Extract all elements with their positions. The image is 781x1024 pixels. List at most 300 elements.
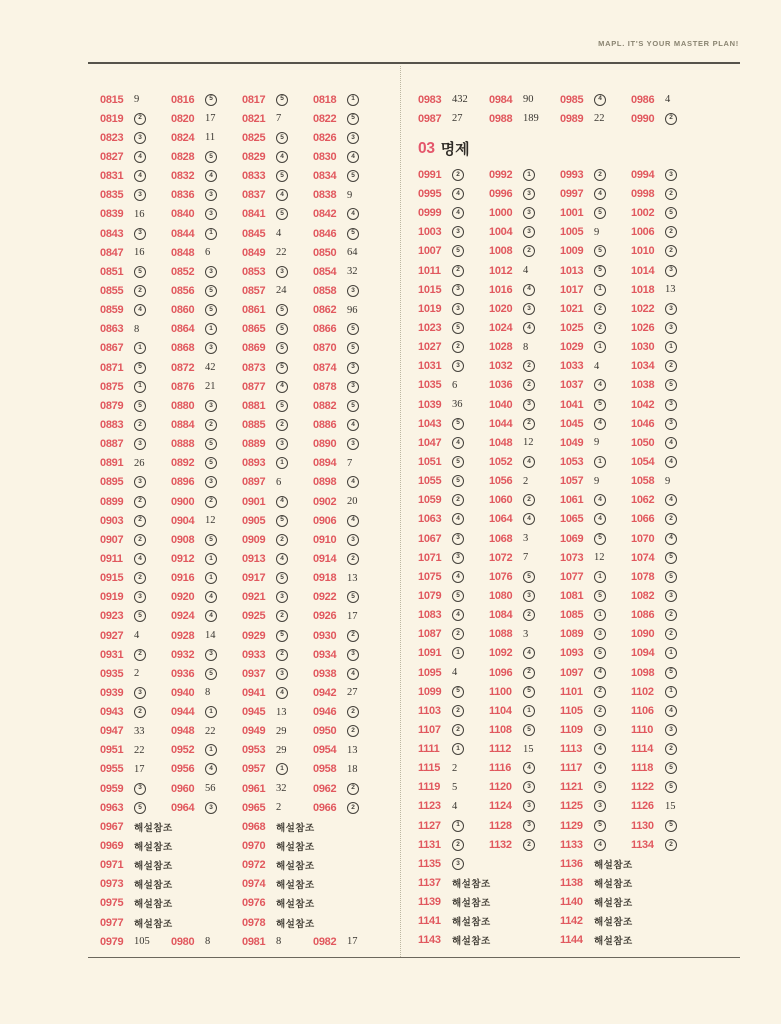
question-number: 0917: [242, 572, 266, 585]
answer-value: [276, 457, 313, 469]
question-number: 1076: [489, 570, 513, 583]
answer-value: [665, 494, 702, 506]
question-number: 1083: [418, 609, 442, 622]
answer-value: [347, 94, 384, 106]
answer-value: 16: [134, 208, 145, 220]
answer-value: 64: [347, 247, 358, 259]
answer-row: [418, 893, 710, 912]
circled-answer: 3: [594, 628, 606, 640]
circled-answer: 3: [347, 362, 359, 374]
answer-value: [594, 418, 631, 430]
answer-value: [347, 706, 384, 718]
answer-row: [100, 607, 392, 626]
circled-answer: 2: [134, 419, 146, 431]
answer-value: 해설참조: [594, 898, 633, 910]
circled-answer: 4: [276, 189, 288, 201]
answer-value: [452, 226, 489, 238]
answer-value: [205, 342, 242, 354]
answer-row: [418, 452, 710, 471]
question-number: 1107: [418, 723, 441, 736]
answer-value: [134, 170, 171, 182]
question-number: 1129: [560, 819, 583, 832]
question-number: 0906: [313, 514, 337, 527]
circled-answer: 2: [594, 303, 606, 315]
question-number: 1091: [418, 647, 442, 660]
answer-value: [276, 572, 313, 584]
answer-value: [347, 668, 384, 680]
question-number: 1022: [631, 302, 655, 315]
question-number: 0976: [242, 897, 266, 910]
answer-row: [418, 395, 710, 414]
question-number: 0937: [242, 667, 266, 680]
question-number: 0918: [313, 572, 337, 585]
circled-answer: 3: [665, 418, 677, 430]
circled-answer: 2: [523, 379, 535, 391]
question-number: 1080: [489, 589, 513, 602]
circled-answer: 2: [665, 743, 677, 755]
answer-row: [100, 875, 392, 894]
circled-answer: 2: [452, 628, 464, 640]
question-number: 0864: [171, 323, 195, 336]
question-number: 0833: [242, 170, 266, 183]
circled-answer: 3: [665, 399, 677, 411]
question-number: 0949: [242, 725, 266, 738]
question-number: 0989: [560, 112, 584, 125]
answer-value: 해설참조: [134, 880, 173, 892]
circled-answer: 1: [452, 743, 464, 755]
answer-value: [276, 649, 313, 661]
circled-answer: 1: [665, 647, 677, 659]
circled-answer: 1: [205, 706, 217, 718]
question-number: 1013: [560, 264, 584, 277]
answer-row: [418, 204, 710, 223]
answer-value: 해설참조: [276, 822, 315, 834]
question-number: 1105: [560, 704, 583, 717]
question-number: 1118: [631, 762, 654, 775]
circled-answer: 5: [665, 571, 677, 583]
question-number: 0988: [489, 112, 513, 125]
answer-value: [134, 783, 171, 795]
answer-value: [665, 188, 702, 200]
answer-value: [523, 456, 560, 468]
answer-value: 13: [347, 744, 358, 756]
question-number: 0957: [242, 763, 266, 776]
question-number: 1139: [418, 896, 441, 909]
answer-value: [205, 304, 242, 316]
circled-answer: 5: [205, 285, 217, 297]
circled-answer: 4: [523, 284, 535, 296]
answer-value: [276, 763, 313, 775]
circled-answer: 2: [134, 515, 146, 527]
question-number: 0896: [171, 476, 195, 489]
question-number: 0999: [418, 207, 442, 220]
circled-answer: 4: [452, 188, 464, 200]
question-number: 0866: [313, 323, 337, 336]
answer-row: [418, 606, 710, 625]
question-number: 0919: [100, 591, 124, 604]
answer-row: [418, 682, 710, 701]
question-number: 1056: [489, 475, 513, 488]
question-number: 1079: [418, 589, 442, 602]
circled-answer: 2: [665, 360, 677, 372]
circled-answer: 3: [276, 591, 288, 603]
answer-value: [205, 285, 242, 297]
circled-answer: 2: [347, 706, 359, 718]
answer-row: [418, 338, 710, 357]
circled-answer: 3: [665, 322, 677, 334]
question-number: 0966: [313, 801, 337, 814]
answer-row: [418, 223, 710, 242]
answer-row: [100, 856, 392, 875]
circled-answer: 3: [452, 360, 464, 372]
circled-answer: 1: [205, 323, 217, 335]
circled-answer: 3: [347, 381, 359, 393]
question-number: 0933: [242, 648, 266, 661]
answer-value: [452, 705, 489, 717]
question-number: 0964: [171, 801, 195, 814]
answer-value: 해설참조: [452, 879, 491, 891]
question-number: 0920: [171, 591, 195, 604]
circled-answer: 2: [134, 496, 146, 508]
circled-answer: 3: [205, 342, 217, 354]
answer-value: 22: [205, 725, 216, 737]
question-number: 1030: [631, 341, 655, 354]
answer-value: [452, 552, 489, 564]
circled-answer: 5: [276, 630, 288, 642]
answer-value: [594, 590, 631, 602]
answer-value: 432: [452, 94, 468, 106]
question-number: 0872: [171, 361, 195, 374]
question-number: 0890: [313, 438, 337, 451]
question-number: 1052: [489, 455, 513, 468]
question-number: 1012: [489, 264, 513, 277]
answer-value: [276, 553, 313, 565]
question-number: 0902: [313, 495, 337, 508]
answer-value: [276, 687, 313, 699]
circled-answer: 3: [347, 285, 359, 297]
circled-answer: 3: [205, 189, 217, 201]
circled-answer: 5: [347, 400, 359, 412]
answer-value: 7: [523, 552, 529, 564]
question-number: 1007: [418, 245, 442, 258]
answer-value: 33: [134, 725, 145, 737]
answer-value: [347, 476, 384, 488]
question-number: 0893: [242, 457, 266, 470]
answer-value: [665, 399, 702, 411]
circled-answer: 3: [347, 438, 359, 450]
question-number: 0875: [100, 380, 124, 393]
circled-answer: 3: [134, 189, 146, 201]
answer-value: [594, 647, 631, 659]
answer-value: [665, 226, 702, 238]
answer-value: [347, 515, 384, 527]
answer-value: 24: [276, 285, 287, 297]
circled-answer: 5: [594, 207, 606, 219]
question-number: 1042: [631, 398, 655, 411]
question-number: 1045: [560, 417, 584, 430]
answer-value: [205, 553, 242, 565]
circled-answer: 5: [452, 590, 464, 602]
answer-value: 2: [523, 475, 529, 487]
question-number: 0816: [171, 93, 195, 106]
question-number: 0877: [242, 380, 266, 393]
question-number: 0997: [560, 187, 584, 200]
circled-answer: 5: [347, 323, 359, 335]
answer-value: 해설참조: [452, 917, 491, 929]
question-number: 0826: [313, 131, 337, 144]
answer-row: [418, 184, 710, 203]
circled-answer: 2: [347, 783, 359, 795]
question-number: 0820: [171, 112, 195, 125]
answer-value: 4: [665, 94, 671, 106]
question-number: 1034: [631, 360, 655, 373]
answer-value: 15: [665, 800, 676, 812]
question-number: 0883: [100, 418, 124, 431]
answer-value: [594, 379, 631, 391]
answer-value: [134, 534, 171, 546]
question-number: 1111: [418, 743, 440, 756]
answer-value: [594, 169, 631, 181]
answer-row: [100, 262, 392, 281]
answer-row: [100, 224, 392, 243]
answer-value: [665, 245, 702, 257]
circled-answer: 5: [594, 245, 606, 257]
circled-answer: 1: [523, 169, 535, 181]
answer-value: [347, 342, 384, 354]
question-number: 0943: [100, 706, 124, 719]
circled-answer: 4: [594, 743, 606, 755]
question-number: 1044: [489, 417, 513, 430]
answer-value: 8: [205, 687, 211, 699]
circled-answer: 5: [276, 400, 288, 412]
answer-value: [452, 169, 489, 181]
circled-answer: 2: [134, 649, 146, 661]
question-number: 0956: [171, 763, 195, 776]
question-number: 0965: [242, 801, 266, 814]
circled-answer: 4: [276, 381, 288, 393]
answer-row: [100, 530, 392, 549]
question-number: 1019: [418, 302, 442, 315]
answer-value: [205, 534, 242, 546]
answer-value: [276, 419, 313, 431]
question-number: 0959: [100, 782, 124, 795]
question-number: 1106: [631, 704, 654, 717]
question-number: 0817: [242, 93, 266, 106]
circled-answer: 3: [347, 132, 359, 144]
question-number: 0914: [313, 552, 337, 565]
circled-answer: 4: [347, 419, 359, 431]
circled-answer: 5: [205, 438, 217, 450]
answer-value: [205, 170, 242, 182]
question-number: 0849: [242, 246, 266, 259]
question-number: 0905: [242, 514, 266, 527]
circled-answer: 3: [665, 590, 677, 602]
circled-answer: 2: [594, 705, 606, 717]
answer-value: [523, 399, 560, 411]
question-number: 0857: [242, 284, 266, 297]
circled-answer: 1: [594, 456, 606, 468]
question-number: 1066: [631, 513, 655, 526]
question-number: 1135: [418, 857, 441, 870]
question-number: 0996: [489, 187, 513, 200]
circled-answer: 2: [205, 419, 217, 431]
answer-value: 17: [134, 763, 145, 775]
circled-answer: 5: [347, 228, 359, 240]
circled-answer: 2: [276, 649, 288, 661]
answer-row: [100, 511, 392, 530]
question-number: 1082: [631, 589, 655, 602]
question-number: 0935: [100, 667, 124, 680]
question-number: 0894: [313, 457, 337, 470]
question-number: 0830: [313, 150, 337, 163]
answer-value: 해설참조: [276, 861, 315, 873]
answer-value: [276, 342, 313, 354]
question-number: 0972: [242, 859, 266, 872]
answer-value: [452, 418, 489, 430]
circled-answer: 3: [134, 591, 146, 603]
answer-value: 4: [276, 228, 282, 240]
circled-answer: 4: [452, 437, 464, 449]
question-number: 0928: [171, 629, 195, 642]
question-number: 0886: [313, 418, 337, 431]
answer-value: [452, 533, 489, 545]
answer-value: 36: [452, 399, 463, 411]
answer-row: [418, 318, 710, 337]
question-number: 0860: [171, 304, 195, 317]
question-number: 1060: [489, 494, 513, 507]
answer-value: [134, 381, 171, 393]
answer-value: [134, 419, 171, 431]
circled-answer: 1: [452, 820, 464, 832]
question-number: 0827: [100, 150, 124, 163]
answer-value: [665, 265, 702, 277]
answer-value: 189: [523, 113, 539, 125]
circled-answer: 4: [347, 515, 359, 527]
circled-answer: 4: [523, 322, 535, 334]
answer-value: [134, 649, 171, 661]
circled-answer: 2: [452, 265, 464, 277]
answer-value: 8: [205, 936, 211, 948]
circled-answer: 3: [452, 284, 464, 296]
answer-value: [594, 322, 631, 334]
answer-value: [594, 705, 631, 717]
question-number: 0995: [418, 187, 442, 200]
section-number: 03: [418, 139, 435, 157]
circled-answer: 3: [523, 781, 535, 793]
answer-row: [418, 90, 710, 109]
circled-answer: 4: [523, 513, 535, 525]
answer-value: [594, 456, 631, 468]
answers-after-section: [418, 165, 710, 950]
question-number: 0980: [171, 935, 195, 948]
question-number: 1018: [631, 283, 655, 296]
answer-value: [452, 609, 489, 621]
question-number: 0824: [171, 131, 195, 144]
answer-value: [523, 360, 560, 372]
question-number: 1014: [631, 264, 655, 277]
circled-answer: 5: [452, 245, 464, 257]
answer-row: [100, 894, 392, 913]
question-number: 1136: [560, 857, 583, 870]
circled-answer: 3: [134, 687, 146, 699]
circled-answer: 5: [665, 379, 677, 391]
answer-row: [418, 280, 710, 299]
answer-row: [100, 703, 392, 722]
answer-value: 9: [134, 94, 140, 106]
answer-value: [523, 724, 560, 736]
answer-value: 해설참조: [594, 917, 633, 929]
circled-answer: 1: [665, 341, 677, 353]
question-number: 1113: [560, 743, 583, 756]
circled-answer: 2: [452, 494, 464, 506]
answer-value: [276, 323, 313, 335]
question-number: 0861: [242, 304, 266, 317]
answer-value: [347, 534, 384, 546]
answer-value: [205, 228, 242, 240]
answer-value: [452, 571, 489, 583]
answer-value: [276, 266, 313, 278]
question-number: 0915: [100, 572, 124, 585]
answer-value: [665, 743, 702, 755]
answer-row: [418, 854, 710, 873]
question-number: 0851: [100, 265, 124, 278]
circled-answer: 3: [134, 228, 146, 240]
answer-value: [347, 802, 384, 814]
answer-value: [594, 513, 631, 525]
answer-value: [205, 151, 242, 163]
answer-value: [205, 94, 242, 106]
answer-row: [100, 454, 392, 473]
circled-answer: 3: [205, 400, 217, 412]
answer-value: [594, 341, 631, 353]
answer-row: [418, 357, 710, 376]
circled-answer: 2: [134, 285, 146, 297]
answer-value: [205, 649, 242, 661]
answer-value: 105: [134, 936, 150, 948]
answer-value: 해설참조: [134, 822, 173, 834]
circled-answer: 3: [523, 800, 535, 812]
circled-answer: 4: [665, 705, 677, 717]
circled-answer: 3: [594, 800, 606, 812]
question-number: 0973: [100, 878, 124, 891]
question-number: 0946: [313, 706, 337, 719]
answer-value: [523, 207, 560, 219]
answer-value: [523, 800, 560, 812]
answer-value: [665, 686, 702, 698]
question-number: 0929: [242, 629, 266, 642]
answer-value: 11: [205, 132, 216, 144]
answer-value: 9: [665, 475, 671, 487]
question-number: 1038: [631, 379, 655, 392]
question-number: 1035: [418, 379, 442, 392]
question-number: 0958: [313, 763, 337, 776]
circled-answer: 5: [665, 667, 677, 679]
question-number: 1033: [560, 360, 584, 373]
answer-row: [418, 242, 710, 261]
answer-row: [418, 491, 710, 510]
answer-value: [276, 630, 313, 642]
question-number: 1048: [489, 436, 513, 449]
answer-value: [134, 400, 171, 412]
answer-value: 해설참조: [134, 918, 173, 930]
answer-row: [418, 586, 710, 605]
answer-value: [452, 590, 489, 602]
circled-answer: 4: [276, 151, 288, 163]
question-number: 1017: [560, 283, 584, 296]
question-number: 1047: [418, 436, 442, 449]
answer-value: [347, 400, 384, 412]
question-number: 0945: [242, 706, 266, 719]
